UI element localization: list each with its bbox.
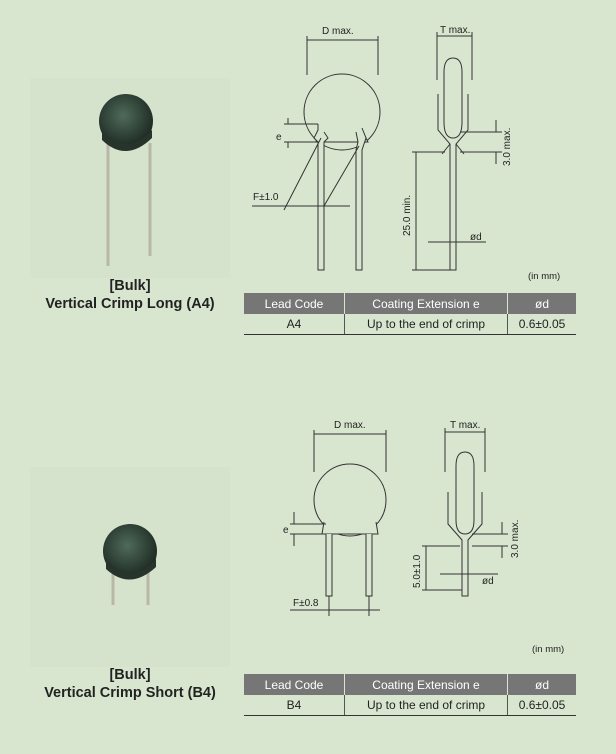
dimension-diagram-a4 bbox=[240, 20, 580, 290]
td-lead-code-b4: B4 bbox=[244, 695, 345, 716]
unit-label-a4: (in mm) bbox=[528, 271, 561, 282]
label-d-max-b4: D max. bbox=[334, 420, 366, 431]
th-lead-code-b4: Lead Code bbox=[244, 674, 345, 695]
section-a4 bbox=[0, 0, 616, 370]
label-lead-length-a4: 25.0 min. bbox=[402, 194, 413, 236]
label-t-max-b4: T max. bbox=[450, 420, 481, 431]
label-e-b4: e bbox=[283, 525, 289, 536]
td-od-a4: 0.6±0.05 bbox=[508, 314, 577, 335]
label-crimp-b4: 3.0 max. bbox=[510, 519, 521, 558]
label-f-b4: F±0.8 bbox=[293, 598, 319, 609]
caption-b4 bbox=[30, 666, 230, 702]
capacitor-long-lead-image bbox=[30, 78, 230, 278]
td-coating-a4: Up to the end of crimp bbox=[345, 314, 508, 335]
th-coating-a4: Coating Extension e bbox=[345, 293, 508, 314]
td-od-b4: 0.6±0.05 bbox=[508, 695, 577, 716]
label-lead-length-b4: 5.0±1.0 bbox=[412, 554, 423, 588]
th-od-a4: ød bbox=[508, 293, 577, 314]
label-od-a4: ød bbox=[470, 232, 482, 243]
caption-a4-line2: Vertical Crimp Long (A4) bbox=[45, 296, 215, 312]
td-coating-b4: Up to the end of crimp bbox=[345, 695, 508, 716]
label-od-b4: ød bbox=[482, 576, 494, 587]
dimension-diagram-b4 bbox=[250, 412, 590, 642]
label-e-a4: e bbox=[276, 132, 282, 143]
th-od-b4: ød bbox=[508, 674, 577, 695]
caption-b4-line2: Vertical Crimp Short (B4) bbox=[44, 685, 216, 701]
label-f-a4: F±1.0 bbox=[253, 192, 279, 203]
caption-a4-line1: [Bulk] bbox=[109, 278, 151, 294]
caption-a4 bbox=[30, 277, 230, 313]
label-t-max-a4: T max. bbox=[440, 25, 471, 36]
product-photo-b4 bbox=[30, 467, 230, 667]
spec-table-b4 bbox=[244, 674, 576, 716]
td-lead-code-a4: A4 bbox=[244, 314, 345, 335]
product-photo-a4 bbox=[30, 78, 230, 278]
label-d-max-a4: D max. bbox=[322, 26, 354, 37]
caption-b4-line1: [Bulk] bbox=[109, 667, 151, 683]
section-b4 bbox=[0, 400, 616, 754]
th-lead-code-a4: Lead Code bbox=[244, 293, 345, 314]
th-coating-b4: Coating Extension e bbox=[345, 674, 508, 695]
label-crimp-a4: 3.0 max. bbox=[502, 127, 513, 166]
spec-table-a4 bbox=[244, 293, 576, 335]
unit-label-b4: (in mm) bbox=[532, 644, 565, 655]
capacitor-short-lead-image bbox=[30, 467, 230, 667]
